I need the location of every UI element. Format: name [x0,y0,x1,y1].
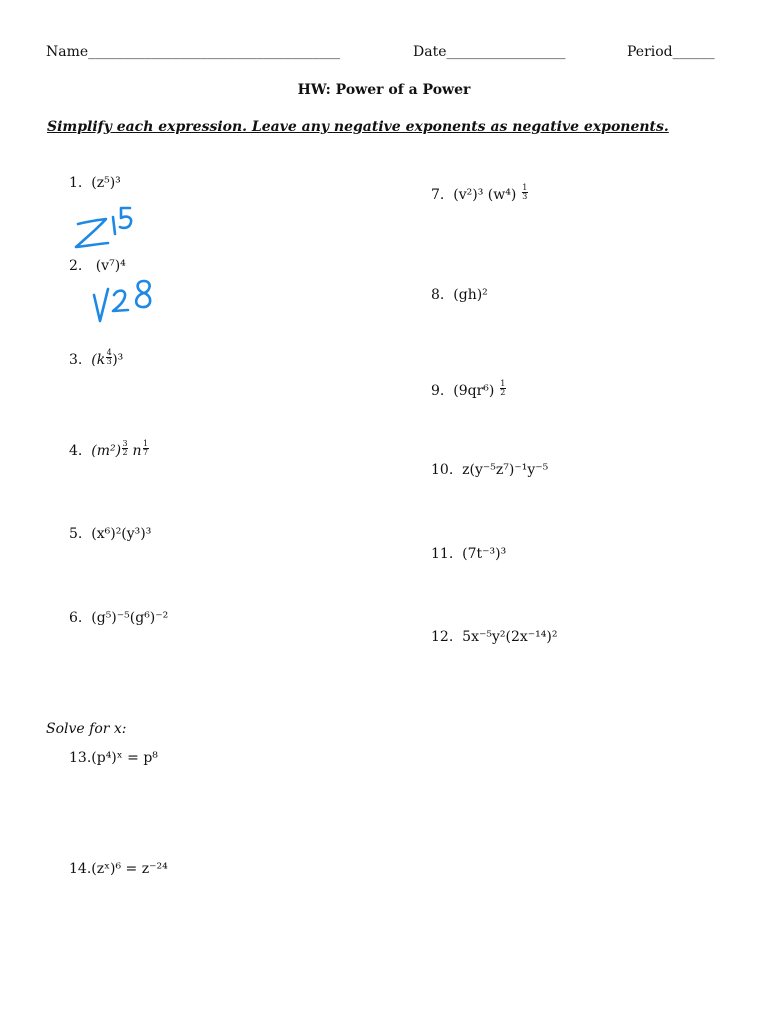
exponent-fraction-1 [122,440,128,457]
problem-number: 14. [69,861,92,877]
problem-base: (m²) [91,443,122,459]
frac-numerator: 4 [106,348,112,357]
problem-number: 5. [69,526,83,542]
problem-expression: (x⁶)²(y³)³ [91,526,152,542]
problem-9 [431,380,506,399]
problem-12 [431,629,557,645]
period-field[interactable] [627,44,715,60]
problem-number: 10. [431,462,454,478]
frac-numerator: 1 [143,439,149,448]
frac-denominator: 2 [122,448,128,457]
problem-expression: (v⁷)⁴ [95,258,126,274]
exponent-fraction-2 [143,440,149,457]
problem-base: (v²)³ (w⁴) [453,187,517,203]
problem-expression: (7t⁻³)³ [462,546,507,562]
problem-number: 11. [431,546,454,562]
problem-after: )³ [112,352,124,368]
problem-expression: z(y⁻⁵z⁷)⁻¹y⁻⁵ [462,462,549,478]
problem-number: 12. [431,629,454,645]
problem-number: 9. [431,383,445,399]
name-field[interactable] [46,44,340,60]
name-blank[interactable]: ____________________________________ [88,44,341,60]
problem-number: 2. [69,258,83,274]
solve-heading: Solve for x: [46,721,127,737]
frac-denominator: 2 [500,388,506,397]
problem-11 [431,546,506,562]
problem-base: (9qr⁶) [453,383,495,399]
problem-4 [69,440,149,459]
handwritten-answer-1 [68,200,168,256]
exponent-fraction [522,184,528,201]
date-field[interactable] [413,44,565,60]
handwritten-answer-2 [86,273,186,333]
problem-14 [69,861,168,877]
frac-denominator: 3 [522,192,528,201]
frac-numerator: 3 [122,439,128,448]
problem-expression: (zˣ)⁶ = z⁻²⁴ [91,861,168,877]
problem-number: 4. [69,443,83,459]
problem-expression: (gh)² [453,287,488,303]
problem-base: (k [91,352,106,368]
problem-number: 3. [69,352,83,368]
problem-expression: (p⁴)ˣ = p⁸ [91,750,158,766]
problem-2 [69,258,126,274]
frac-denominator: 7 [143,448,149,457]
frac-numerator: 1 [500,379,506,388]
problem-7 [431,184,528,203]
problem-number: 6. [69,610,83,626]
problem-number: 8. [431,287,445,303]
problem-number: 1. [69,175,83,191]
page-title: HW: Power of a Power [297,82,471,98]
problem-expression: 5x⁻⁵y²(2x⁻¹⁴)² [462,629,558,645]
problem-1 [69,175,121,191]
problem-expression: (g⁵)⁻⁵(g⁶)⁻² [91,610,169,626]
problem-5 [69,526,151,542]
problem-mid: n [132,443,142,459]
problem-number: 13. [69,750,92,766]
problem-6 [69,610,168,626]
problem-expression: (z⁵)³ [91,175,121,191]
instructions: Simplify each expression. Leave any negative exponents as negative exponents. [47,119,669,135]
name-label: Name [46,44,89,60]
period-label: Period [627,44,673,60]
date-blank[interactable]: _________________ [446,44,566,60]
period-blank[interactable]: ______ [672,44,715,60]
date-label: Date [413,44,447,60]
problem-3 [69,349,123,368]
problem-13 [69,750,158,766]
frac-numerator: 1 [522,183,528,192]
exponent-fraction [500,380,506,397]
problem-number: 7. [431,187,445,203]
frac-denominator: 3 [106,357,112,366]
problem-10 [431,462,548,478]
problem-8 [431,287,488,303]
